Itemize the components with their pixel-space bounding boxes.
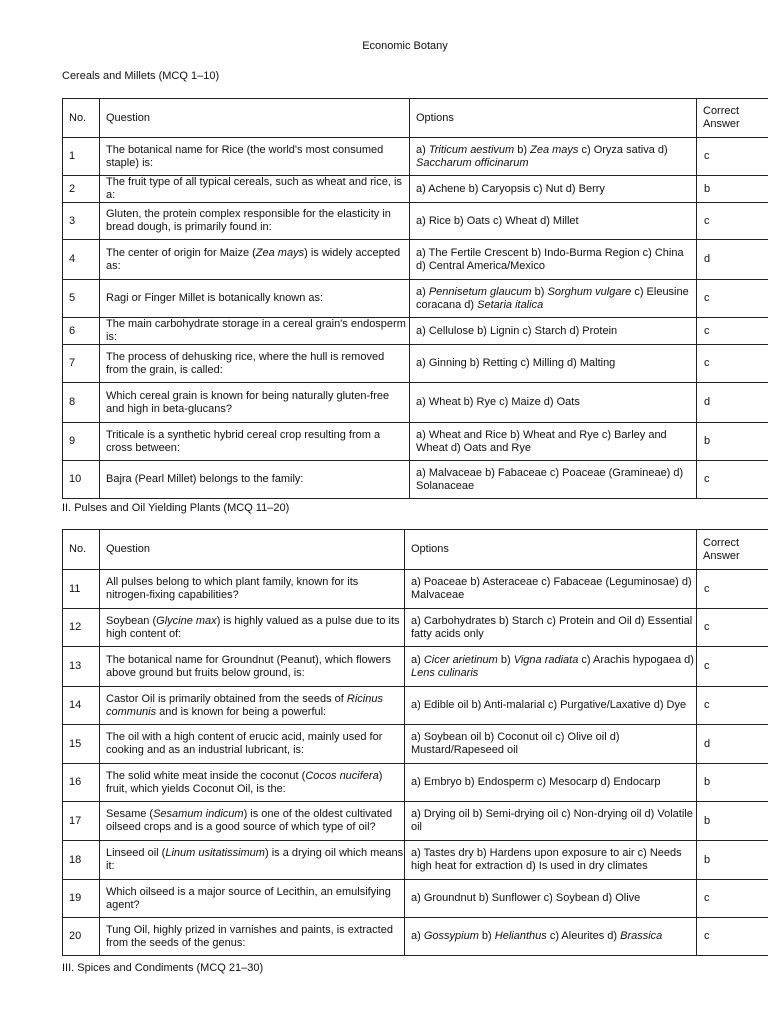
col-header-no: No. [63,99,100,138]
answer-options: a) The Fertile Crescent b) Indo-Burma Region c) China d) Central America/Mexico [410,240,697,280]
answer-options: a) Malvaceae b) Fabaceae c) Poaceae (Gramineae) d) Solanaceae [410,461,697,499]
question-number: 17 [63,802,100,841]
question-text: Which oilseed is a major source of Lecithin, an emulsifying agent? [100,880,405,918]
col-header-question: Question [100,530,405,570]
table-row [63,841,768,880]
table-row [63,918,768,956]
correct-answer: b [697,423,768,461]
question-number: 13 [63,647,100,687]
question-text: The process of dehusking rice, where the hull is removed from the grain, is called: [100,345,410,383]
question-text: Soybean (Glycine max) is highly valued as a pulse due to its high content of: [100,609,405,647]
question-text: The oil with a high content of erucic acid, mainly used for cooking and as an industrial lubricant, is: [100,725,405,764]
question-text: The botanical name for Groundnut (Peanut), which flowers above ground but fruits below ground, is: [100,647,405,687]
question-number: 9 [63,423,100,461]
document-title: Economic Botany [362,40,448,52]
question-number: 20 [63,918,100,956]
mcq-table-cereals [62,98,768,499]
question-text: The fruit type of all typical cereals, such as wheat and rice, is a: [100,176,410,203]
question-text: Bajra (Pearl Millet) belongs to the family: [100,461,410,499]
question-number: 2 [63,176,100,203]
correct-answer: b [697,802,768,841]
col-header-options: Options [410,99,697,138]
correct-answer: c [697,570,768,609]
question-number: 7 [63,345,100,383]
table-row [63,240,768,280]
table-row [63,138,768,176]
question-text: Linseed oil (Linum usitatissimum) is a drying oil which means it: [100,841,405,880]
col-header-options: Options [405,530,697,570]
question-number: 5 [63,280,100,318]
correct-answer: d [697,383,768,423]
table-row [63,764,768,802]
question-text: The botanical name for Rice (the world's most consumed staple) is: [100,138,410,176]
correct-answer: d [697,240,768,280]
table-row [63,280,768,318]
correct-answer: b [697,176,768,203]
answer-options: a) Wheat b) Rye c) Maize d) Oats [410,383,697,423]
correct-answer: c [697,918,768,956]
question-number: 12 [63,609,100,647]
correct-answer: c [697,345,768,383]
table-row [63,383,768,423]
correct-answer: b [697,764,768,802]
correct-answer: c [697,687,768,725]
question-text: Which cereal grain is known for being naturally gluten-free and high in beta-glucans? [100,383,410,423]
table-row [63,802,768,841]
answer-options: a) Groundnut b) Sunflower c) Soybean d) Olive [405,880,697,918]
question-text: Triticale is a synthetic hybrid cereal crop resulting from a cross between: [100,423,410,461]
table-row [63,176,768,203]
answer-options: a) Poaceae b) Asteraceae c) Fabaceae (Leguminosae) d) Malvaceae [405,570,697,609]
correct-answer: c [697,138,768,176]
table-row [63,345,768,383]
col-header-correct-answer: Correct Answer [697,530,768,570]
question-text: Castor Oil is primarily obtained from the seeds of Ricinus communis and is known for being a powerful: [100,687,405,725]
table-row [63,609,768,647]
question-number: 4 [63,240,100,280]
question-text: All pulses belong to which plant family, known for its nitrogen-fixing capabilities? [100,570,405,609]
answer-options: a) Drying oil b) Semi-drying oil c) Non-drying oil d) Volatile oil [405,802,697,841]
table-row [63,647,768,687]
section-heading-pulses-oil: II. Pulses and Oil Yielding Plants (MCQ 11–20) [62,502,290,514]
correct-answer: c [697,280,768,318]
question-text: Tung Oil, highly prized in varnishes and paints, is extracted from the seeds of the genus: [100,918,405,956]
col-header-no: No. [63,530,100,570]
col-header-question: Question [100,99,410,138]
col-header-correct-answer: Correct Answer [697,99,768,138]
question-number: 6 [63,318,100,345]
table-row [63,570,768,609]
question-text: Gluten, the protein complex responsible for the elasticity in bread dough, is primarily found in: [100,203,410,240]
answer-options: a) Tastes dry b) Hardens upon exposure to air c) Needs high heat for extraction d) Is used in dry climates [405,841,697,880]
answer-options: a) Pennisetum glaucum b) Sorghum vulgare c) Eleusine coracana d) Setaria italica [410,280,697,318]
question-text: The main carbohydrate storage in a cereal grain's endosperm is: [100,318,410,345]
correct-answer: b [697,841,768,880]
question-number: 19 [63,880,100,918]
table-row [63,725,768,764]
correct-answer: c [697,203,768,240]
mcq-table-pulses-oil [62,529,768,956]
question-text: The center of origin for Maize (Zea mays) is widely accepted as: [100,240,410,280]
question-number: 1 [63,138,100,176]
answer-options: a) Rice b) Oats c) Wheat d) Millet [410,203,697,240]
question-number: 16 [63,764,100,802]
answer-options: a) Embryo b) Endosperm c) Mesocarp d) Endocarp [405,764,697,802]
correct-answer: c [697,318,768,345]
answer-options: a) Gossypium b) Helianthus c) Aleurites d) Brassica [405,918,697,956]
question-number: 11 [63,570,100,609]
correct-answer: d [697,725,768,764]
answer-options: a) Edible oil b) Anti-malarial c) Purgative/Laxative d) Dye [405,687,697,725]
answer-options: a) Soybean oil b) Coconut oil c) Olive oil d) Mustard/Rapeseed oil [405,725,697,764]
correct-answer: c [697,461,768,499]
question-text: Ragi or Finger Millet is botanically known as: [100,280,410,318]
correct-answer: c [697,609,768,647]
answer-options: a) Wheat and Rice b) Wheat and Rye c) Barley and Wheat d) Oats and Rye [410,423,697,461]
question-number: 10 [63,461,100,499]
correct-answer: c [697,647,768,687]
answer-options: a) Cicer arietinum b) Vigna radiata c) Arachis hypogaea d) Lens culinaris [405,647,697,687]
table-row [63,880,768,918]
question-text: The solid white meat inside the coconut (Cocos nucifera) fruit, which yields Coconut Oil, is the: [100,764,405,802]
question-number: 3 [63,203,100,240]
correct-answer: c [697,880,768,918]
question-number: 18 [63,841,100,880]
answer-options: a) Triticum aestivum b) Zea mays c) Oryza sativa d) Saccharum officinarum [410,138,697,176]
question-text: Sesame (Sesamum indicum) is one of the oldest cultivated oilseed crops and is a good source of which type of oil? [100,802,405,841]
table-row [63,318,768,345]
question-number: 8 [63,383,100,423]
answer-options: a) Cellulose b) Lignin c) Starch d) Protein [410,318,697,345]
section-heading-spices: III. Spices and Condiments (MCQ 21–30) [62,962,264,974]
answer-options: a) Carbohydrates b) Starch c) Protein and Oil d) Essential fatty acids only [405,609,697,647]
table-row [63,423,768,461]
table-row [63,203,768,240]
answer-options: a) Achene b) Caryopsis c) Nut d) Berry [410,176,697,203]
question-number: 14 [63,687,100,725]
table-row [63,461,768,499]
table-row [63,687,768,725]
answer-options: a) Ginning b) Retting c) Milling d) Malting [410,345,697,383]
question-number: 15 [63,725,100,764]
section-heading-cereals: Cereals and Millets (MCQ 1–10) [62,70,220,82]
